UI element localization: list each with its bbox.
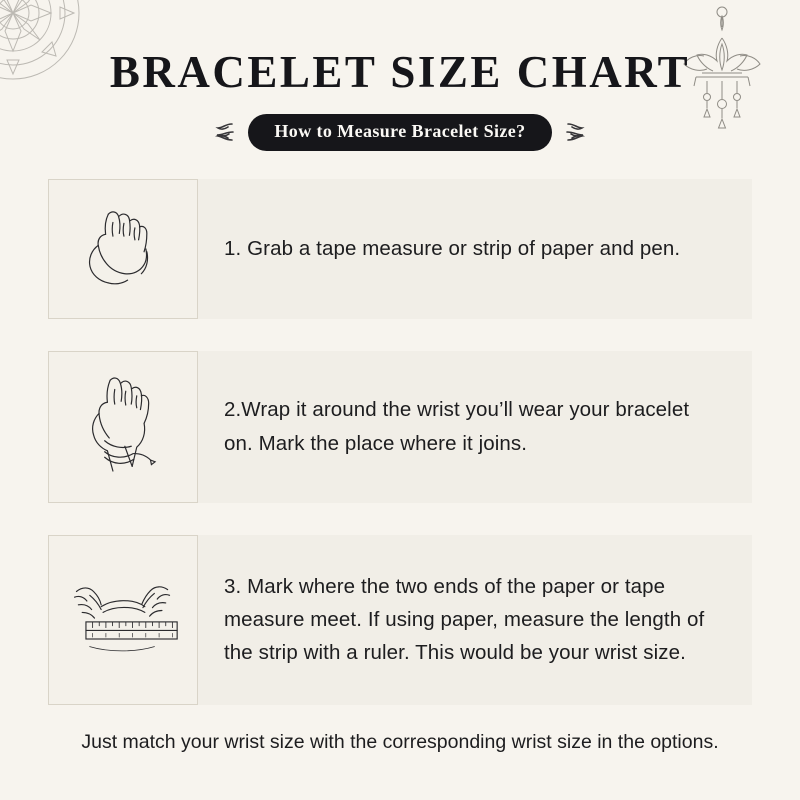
swirl-flourish-icon-right bbox=[562, 119, 588, 145]
step-text: 3. Mark where the two ends of the paper or tape measure meet. If using paper, measure the length of the strip with a ruler. This would be your wrist size. bbox=[224, 574, 705, 665]
hand-with-tape-around-wrist-icon bbox=[48, 351, 198, 503]
list-item bbox=[48, 351, 752, 503]
hand-fist-line-drawing-icon bbox=[48, 179, 198, 319]
list-item bbox=[48, 535, 752, 705]
steps-list bbox=[0, 179, 800, 705]
subtitle-row bbox=[0, 114, 800, 151]
subtitle-pill: How to Measure Bracelet Size? bbox=[248, 114, 551, 151]
step-text: 2.Wrap it around the wrist you’ll wear your bracelet on. Mark the place where it joins. bbox=[224, 398, 690, 455]
footer-note: Just match your wrist size with the corresponding wrist size in the options. bbox=[81, 730, 719, 753]
chart-header bbox=[0, 0, 800, 151]
hands-measuring-tape-with-ruler-icon bbox=[48, 535, 198, 705]
swirl-flourish-icon-left bbox=[212, 119, 238, 145]
step-text: 1. Grab a tape measure or strip of paper and pen. bbox=[224, 236, 681, 260]
page-title: BRACELET SIZE CHART bbox=[109, 47, 691, 97]
list-item bbox=[48, 179, 752, 319]
